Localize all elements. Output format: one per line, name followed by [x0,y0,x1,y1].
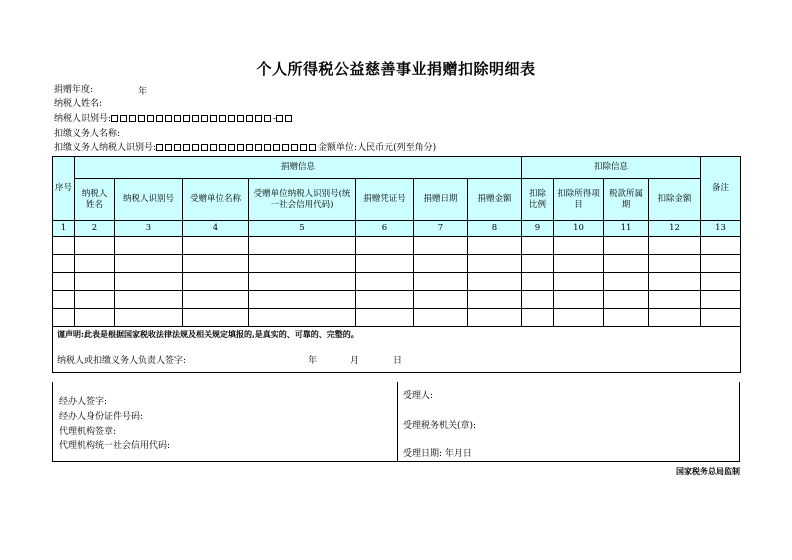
id-digit-box[interactable] [255,115,262,122]
column-header: 捐赠金额 [468,179,522,221]
table-cell[interactable] [522,291,554,309]
table-row [53,309,741,327]
table-cell[interactable] [249,273,356,291]
declaration-cell [53,327,741,373]
table-cell[interactable] [75,291,115,309]
table-cell[interactable] [604,237,649,255]
table-row [53,237,741,255]
signature-month: 月 [350,356,360,366]
id-digit-box[interactable] [192,115,199,122]
id-digit-box[interactable] [138,115,145,122]
table-cell[interactable] [249,291,356,309]
column-header: 扣除金额 [649,179,701,221]
table-cell[interactable] [115,273,183,291]
table-cell[interactable] [414,291,468,309]
agency-seal-label: 代理机构签章: [59,427,117,437]
table-cell[interactable] [115,237,183,255]
id-digit-box[interactable] [255,144,262,151]
table-cell[interactable] [414,255,468,273]
tax-office-label: 受理税务机关(章): [403,421,477,431]
id-digit-box[interactable] [183,115,190,122]
table-cell[interactable] [649,255,701,273]
table-cell[interactable] [75,309,115,327]
column-header: 税款所属期 [604,179,649,221]
table-cell[interactable] [468,237,522,255]
withholder-name-label: 扣缴义务人名称: [54,129,121,139]
table-cell[interactable] [414,273,468,291]
id-digit-box[interactable] [165,144,172,151]
donation-year-unit: 年 [138,87,148,97]
section-divider [397,382,398,461]
column-number: 3 [115,221,183,237]
id-digit-box[interactable] [219,115,226,122]
id-digit-box[interactable] [264,115,271,122]
column-header: 扣除比例 [522,179,554,221]
table-cell[interactable] [649,273,701,291]
donation-detail-table [52,156,741,373]
signature-day: 日 [393,356,403,366]
column-number: 5 [249,221,356,237]
table-cell[interactable] [468,273,522,291]
id-digit-box[interactable] [174,144,181,151]
table-cell[interactable] [249,255,356,273]
table-cell[interactable] [701,291,741,309]
table-cell[interactable] [75,255,115,273]
id-digit-box[interactable] [129,115,136,122]
table-cell[interactable] [53,291,75,309]
column-number: 12 [649,221,701,237]
handler-signature-label: 经办人签字: [59,397,108,407]
table-row [53,291,741,309]
taxpayer-id-label: 纳税人识别号: [54,114,112,124]
table-cell[interactable] [183,273,249,291]
table-cell[interactable] [75,273,115,291]
taxpayer-name-label: 纳税人姓名: [54,99,103,109]
table-cell[interactable] [522,237,554,255]
table-cell[interactable] [701,273,741,291]
table-cell[interactable] [183,255,249,273]
taxpayer-id-suffix: - [273,114,277,124]
table-cell[interactable] [356,237,414,255]
table-cell[interactable] [554,291,604,309]
table-cell[interactable] [53,255,75,273]
table-cell[interactable] [604,291,649,309]
acceptance-section [52,382,740,462]
column-header: 受赠单位纳税人识别号(统一社会信用代码) [249,179,356,221]
id-digit-box[interactable] [111,115,118,122]
agency-credit-code-label: 代理机构统一社会信用代码: [59,441,171,451]
id-digit-box[interactable] [282,144,289,151]
table-cell[interactable] [356,273,414,291]
column-header: 扣除所得项目 [554,179,604,221]
id-digit-box[interactable] [285,115,292,122]
receiver-label: 受理人: [403,391,434,401]
column-number: 2 [75,221,115,237]
deduction-info-header: 扣除信息 [522,157,701,179]
table-cell[interactable] [183,237,249,255]
id-digit-box[interactable] [156,115,163,122]
column-header: 纳税人识别号 [115,179,183,221]
id-digit-box[interactable] [147,115,154,122]
id-digit-box[interactable] [237,144,244,151]
id-digit-box[interactable] [309,144,316,151]
column-header: 捐赠凭证号 [356,179,414,221]
table-cell[interactable] [75,237,115,255]
table-cell[interactable] [53,273,75,291]
table-cell[interactable] [53,237,75,255]
taxpayer-id-boxes[interactable] [111,114,273,124]
table-cell[interactable] [649,309,701,327]
table-cell[interactable] [356,291,414,309]
table-cell[interactable] [701,255,741,273]
column-header: 捐赠日期 [414,179,468,221]
taxpayer-id-row [54,113,294,125]
column-number: 11 [604,221,649,237]
id-digit-box[interactable] [210,144,217,151]
table-cell[interactable] [468,309,522,327]
id-digit-box[interactable] [174,115,181,122]
table-cell[interactable] [522,273,554,291]
id-digit-box[interactable] [201,144,208,151]
id-digit-box[interactable] [192,144,199,151]
donation-info-header: 捐赠信息 [75,157,522,179]
id-digit-box[interactable] [228,144,235,151]
id-digit-box[interactable] [120,115,127,122]
signature-label: 纳税人或扣缴义务人负责人签字: [57,356,187,366]
column-number: 4 [183,221,249,237]
table-cell[interactable] [249,237,356,255]
column-number: 9 [522,221,554,237]
seq-header: 序号 [53,157,75,221]
table-cell[interactable] [414,237,468,255]
column-number: 7 [414,221,468,237]
id-digit-box[interactable] [273,144,280,151]
table-cell[interactable] [115,309,183,327]
id-digit-box[interactable] [291,144,298,151]
declaration-text: 谨声明:此表是根据国家税收法律法规及相关规定填报的,是真实的、可靠的、完整的。 [57,329,359,339]
table-cell[interactable] [468,291,522,309]
table-cell[interactable] [604,309,649,327]
table-cell[interactable] [522,255,554,273]
table-cell[interactable] [414,309,468,327]
id-digit-box[interactable] [201,115,208,122]
id-digit-box[interactable] [246,115,253,122]
id-digit-box[interactable] [165,115,172,122]
column-number: 8 [468,221,522,237]
table-cell[interactable] [649,237,701,255]
table-cell[interactable] [554,309,604,327]
table-cell[interactable] [701,237,741,255]
table-cell[interactable] [356,255,414,273]
id-digit-box[interactable] [237,115,244,122]
id-digit-box[interactable] [300,144,307,151]
column-header: 受赠单位名称 [183,179,249,221]
table-cell[interactable] [53,309,75,327]
withholder-id-boxes[interactable] [156,143,318,153]
table-cell[interactable] [356,309,414,327]
table-cell[interactable] [554,255,604,273]
table-cell[interactable] [522,309,554,327]
id-digit-box[interactable] [228,115,235,122]
handler-id-label: 经办人身份证件号码: [59,412,144,422]
table-cell[interactable] [604,273,649,291]
id-digit-box[interactable] [183,144,190,151]
withholder-id-row [54,142,436,154]
issuer-footer: 国家税务总局监制 [676,466,740,476]
column-number: 10 [554,221,604,237]
table-cell[interactable] [115,291,183,309]
column-number: 6 [356,221,414,237]
id-digit-box[interactable] [156,144,163,151]
column-number: 1 [53,221,75,237]
table-cell[interactable] [468,255,522,273]
table-cell[interactable] [115,255,183,273]
accept-date-label: 受理日期: 年月日 [403,449,472,459]
table-cell[interactable] [249,309,356,327]
table-row [53,273,741,291]
signature-year: 年 [308,356,318,366]
id-digit-box[interactable] [264,144,271,151]
column-number: 13 [701,221,741,237]
table-row [53,255,741,273]
currency-label: 金额单位:人民币元(列至角分) [318,143,437,153]
table-cell[interactable] [554,237,604,255]
table-cell[interactable] [604,255,649,273]
table-cell[interactable] [554,273,604,291]
table-cell[interactable] [649,291,701,309]
donation-year-label: 捐赠年度: [54,85,94,95]
form-title: 个人所得税公益慈善事业捐赠扣除明细表 [256,60,536,78]
id-digit-box[interactable] [276,115,283,122]
column-header: 纳税人姓名 [75,179,115,221]
id-digit-box[interactable] [219,144,226,151]
withholder-id-label: 扣缴义务人纳税人识别号: [54,143,157,153]
taxpayer-id-suffix-boxes[interactable] [276,114,294,124]
table-cell[interactable] [701,309,741,327]
table-cell[interactable] [183,291,249,309]
id-digit-box[interactable] [246,144,253,151]
id-digit-box[interactable] [210,115,217,122]
remark-header: 备注 [701,157,741,221]
table-cell[interactable] [183,309,249,327]
